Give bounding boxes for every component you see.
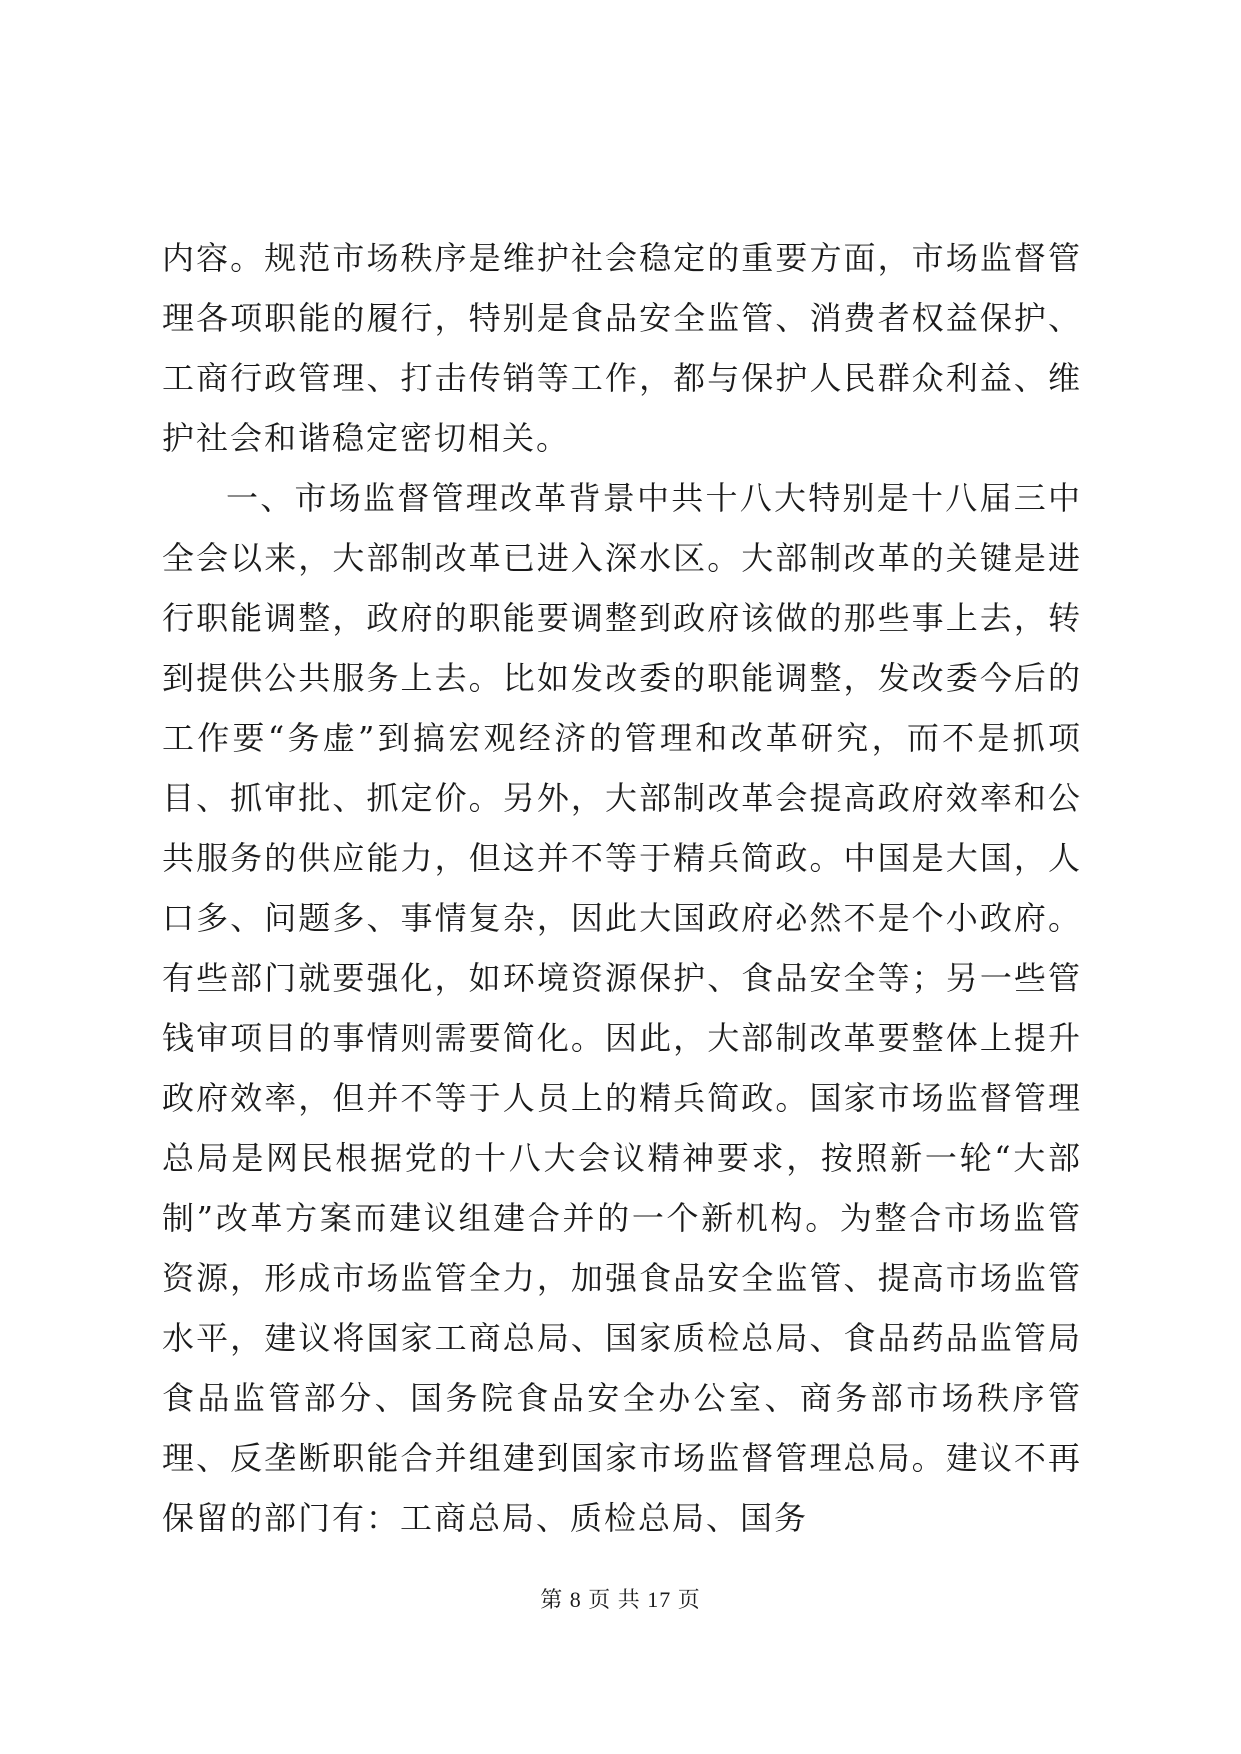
document-body (162, 228, 1082, 1548)
page-number-footer: 第 8 页 共 17 页 (540, 1587, 701, 1612)
paragraph-1: 内容。规范市场秩序是维护社会稳定的重要方面，市场监督管理各项职能的履行，特别是食品安全监管、消费者权益保护、工商行政管理、打击传销等工作，都与保护人民群众利益、维护社会和谐稳定密切相关。 (162, 239, 1082, 457)
paragraph-2: 一、市场监督管理改革背景中共十八大特别是十八届三中全会以来，大部制改革已进入深水区。大部制改革的关键是进行职能调整，政府的职能要调整到政府该做的那些事上去，转到提供公共服务上去。比如发改委的职能调整，发改委今后的工作要“务虚”到搞宏观经济的管理和改革研究，而不是抓项目、抓审批、抓定价。另外，大部制改革会提高政府效率和公共服务的供应能力，但这并不等于精兵简政。中国是大国，人口多、问题多、事情复杂，因此大国政府必然不是个小政府。有些部门就要强化，如环境资源保护、食品安全等；另一些管钱审项目的事情则需要简化。因此，大部制改革要整体上提升政府效率，但并不等于人员上的精兵简政。国家市场监督管理总局是网民根据党的十八大会议精神要求，按照新一轮“大部制”改革方案而建议组建合并的一个新机构。为整合市场监管资源，形成市场监管全力，加强食品安全监管、提高市场监管水平，建议将国家工商总局、国家质检总局、食品药品监管局食品监管部分、国务院食品安全办公室、商务部市场秩序管理、反垄断职能合并组建到国家市场监督管理总局。建议不再保留的部门有：工商总局、质检总局、国务 (162, 479, 1082, 1537)
